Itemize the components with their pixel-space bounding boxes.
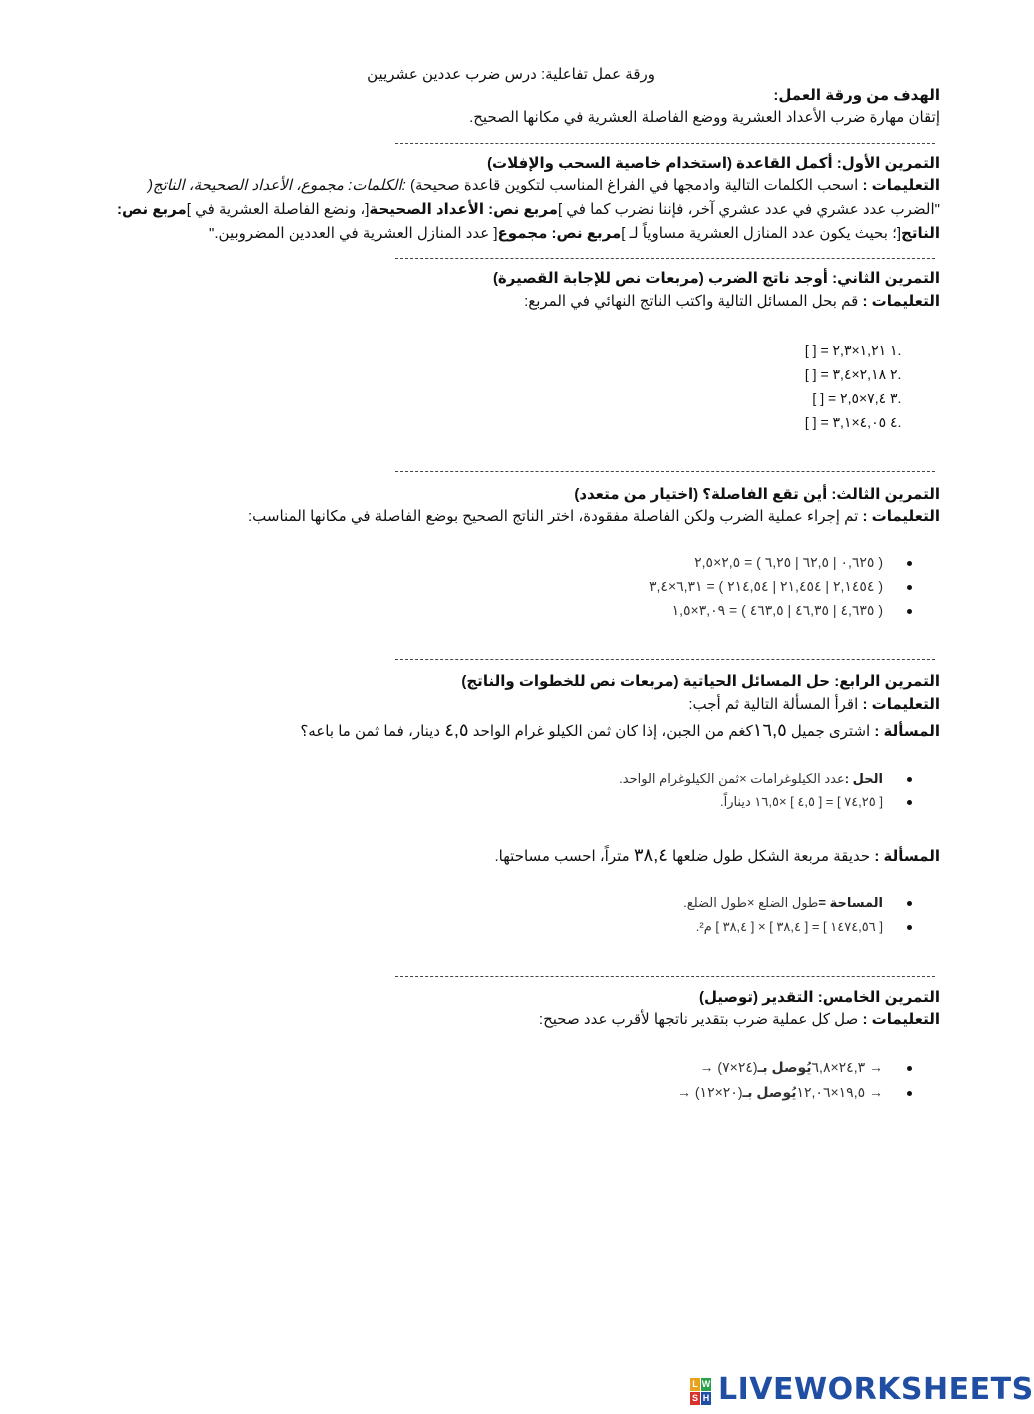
- separator: [395, 976, 935, 979]
- drop-box-2[interactable]: الناتج: [901, 225, 940, 242]
- question-number: .١: [890, 342, 902, 358]
- match-connector: يُوصل بـ: [757, 1059, 812, 1075]
- ex2-instr-label: التعليمات :: [862, 293, 940, 310]
- ex1-instructions: [148, 176, 940, 196]
- ex5-instr-label: التعليمات :: [862, 1011, 940, 1028]
- logo-letter: W: [701, 1379, 711, 1389]
- problem-number: ٤,٥: [444, 720, 469, 740]
- ex2-instructions: [524, 292, 940, 312]
- ex3-instr-text: تم إجراء عملية الضرب ولكن الفاصلة مفقودة، اختر الناتج الصحيح بوضع الفاصلة في مكانها المناسب:: [247, 508, 859, 525]
- ex1-title: التمرين الأول: أكمل القاعدة (استخدام خاصية السحب والإفلات): [487, 155, 940, 172]
- rule-text: [؛ بحيث يكون عدد المنازل العشرية مساوياً لـ ]: [621, 225, 902, 242]
- choice-text[interactable]: ( ٠,٦٢٥ | ٦٢,٥ | ٦,٢٥ ) = ٢,٥×٢,٥: [694, 554, 883, 570]
- logo-text: LIVEWORKSHEETS: [718, 1372, 1034, 1407]
- choice-text[interactable]: ( ٢,١٤٥٤ | ٢١,٤٥٤ | ٢١٤,٥٤ ) = ٦,٣١×٣,٤: [649, 578, 883, 594]
- ex4-p2-answer[interactable]: [696, 919, 912, 935]
- question-number: .٣: [890, 390, 902, 406]
- ex2-question[interactable]: [805, 414, 912, 431]
- ex4-instr-text: اقرأ المسألة التالية ثم أجب:: [688, 696, 859, 713]
- ex5-instructions: [539, 1010, 940, 1030]
- separator: [395, 659, 935, 662]
- match-connector: يُوصل بـ: [742, 1084, 797, 1100]
- solution-label: الحل :: [844, 771, 883, 786]
- problem-text: متراً، احسب مساحتها.: [494, 848, 634, 865]
- solution-text: طول الضلع ×طول الضلع.: [683, 895, 819, 910]
- ex5-match-row[interactable]: [700, 1059, 912, 1076]
- question-text[interactable]: ١,٢١×٢,٣ = [ ]: [804, 342, 887, 358]
- problem-text: حديقة مربعة الشكل طول ضلعها: [667, 848, 871, 865]
- ex1-rule-line1: [70, 200, 940, 220]
- ex3-instr-label: التعليمات :: [862, 508, 940, 525]
- answer-text[interactable]: [ ١٤٧٤,٥٦ ] = [ ٣٨,٤ ] × [ ٣٨,٤ ] م².: [695, 919, 883, 934]
- rule-text: [ عدد المنازل العشرية في العددين المضروبين.": [209, 225, 498, 242]
- ex4-problem-1: [300, 720, 940, 742]
- ex3-title: التمرين الثالث: أين تقع الفاصلة؟ (اختيار من متعدد): [574, 486, 940, 503]
- bullet-icon: [907, 777, 912, 782]
- goal-text: إتقان مهارة ضرب الأعداد العشرية ووضع الفاصلة العشرية في مكانها الصحيح.: [469, 109, 940, 126]
- ex4-instructions: [688, 695, 940, 715]
- problem-label: المسألة :: [874, 848, 940, 865]
- ex5-instr-text: صل كل عملية ضرب بتقدير ناتجها لأقرب عدد صحيح:: [538, 1011, 859, 1028]
- goal-label: الهدف من ورقة العمل:: [773, 87, 940, 104]
- drop-box-2-label[interactable]: مربع نص:: [117, 201, 187, 218]
- ex4-p2-solution: [683, 895, 912, 911]
- question-number: .٢: [890, 366, 902, 382]
- ex3-choice-row[interactable]: [694, 554, 912, 571]
- answer-text[interactable]: [ ٧٤,٢٥ ] = [ ٤,٥ ] ×١٦,٥ ديناراً.: [719, 794, 883, 809]
- ex5-title: التمرين الخامس: التقدير (توصيل): [699, 989, 940, 1006]
- problem-label: المسألة :: [874, 723, 940, 740]
- problem-number: ١٦,٥: [752, 720, 787, 740]
- ex5-match-row[interactable]: [677, 1084, 912, 1101]
- logo-letter: S: [691, 1393, 698, 1403]
- question-text[interactable]: ٧,٤×٢,٥ = [ ]: [812, 390, 887, 406]
- bullet-icon: [907, 925, 912, 930]
- solution-text: عدد الكيلوغرامات ×ثمن الكيلوغرام الواحد.: [619, 771, 845, 786]
- ex1-instr-text: اسحب الكلمات التالية وادمجها في الفراغ المناسب لتكوين قاعدة صحيحة): [410, 177, 859, 194]
- ex4-instr-label: التعليمات :: [862, 696, 940, 713]
- problem-number: ٣٨,٤: [633, 845, 668, 865]
- separator: [395, 258, 935, 261]
- ex1-instr-label: التعليمات :: [862, 177, 940, 194]
- match-right[interactable]: (٢٠×١٢) →: [676, 1084, 743, 1100]
- bullet-icon: [907, 561, 912, 566]
- bullet-icon: [907, 609, 912, 614]
- separator: [395, 471, 935, 474]
- ex1-word-bank: :الكلمات: مجموع، الأعداد الصحيحة، الناتج(: [147, 177, 406, 194]
- bullet-icon: [907, 800, 912, 805]
- bullet-icon: [907, 1066, 912, 1071]
- match-left[interactable]: → ٢٤,٣×٦,٨: [811, 1059, 883, 1075]
- ex3-choice-row[interactable]: [649, 578, 912, 595]
- question-number: .٤: [890, 414, 902, 430]
- ex3-choice-row[interactable]: [672, 602, 912, 619]
- choice-text[interactable]: ( ٤,٦٣٥ | ٤٦,٣٥ | ٤٦٣,٥ ) = ٣,٠٩×١,٥: [671, 602, 883, 618]
- problem-text: كغم من الجبن، إذا كان ثمن الكيلو غرام الواحد: [468, 723, 753, 740]
- ex4-p1-solution: [619, 771, 912, 787]
- ex1-rule-line2: [209, 224, 940, 244]
- problem-text: اشترى جميل: [786, 723, 871, 740]
- bullet-icon: [907, 1091, 912, 1096]
- ex4-problem-2: [495, 845, 940, 867]
- question-text[interactable]: ٢,١٨×٣,٤ = [ ]: [804, 366, 887, 382]
- ex2-question[interactable]: [805, 366, 912, 383]
- logo-letter: L: [690, 1378, 700, 1391]
- ex3-instructions: [248, 507, 940, 527]
- ex4-p1-answer[interactable]: [720, 794, 912, 810]
- ex4-title: التمرين الرابع: حل المسائل الحياتية (مربعات نص للخطوات والناتج): [461, 673, 940, 690]
- logo-letter: H: [702, 1393, 710, 1403]
- ex2-question[interactable]: [812, 390, 912, 407]
- solution-label: المساحة =: [818, 895, 883, 910]
- drop-box-3[interactable]: مربع نص: مجموع: [497, 225, 622, 242]
- match-left[interactable]: → ١٩,٥×١٢,٠٦: [796, 1084, 883, 1100]
- match-right[interactable]: (٢٤×٧) →: [699, 1059, 758, 1075]
- logo-mark-icon: [690, 1378, 712, 1406]
- drop-box-1[interactable]: مربع نص: الأعداد الصحيحة: [369, 201, 558, 218]
- liveworksheets-logo[interactable]: [690, 1372, 1034, 1412]
- bullet-icon: [907, 585, 912, 590]
- ex2-title: التمرين الثاني: أوجد ناتج الضرب (مربعات نص للإجابة القصيرة): [492, 270, 940, 287]
- rule-text: [، ونضع الفاصلة العشرية في ]: [186, 201, 370, 218]
- ex2-question[interactable]: [805, 342, 912, 359]
- ex2-instr-text: قم بحل المسائل التالية واكتب الناتج النهائي في المربع:: [524, 293, 859, 310]
- question-text[interactable]: ٤,٠٥×٣,١ = [ ]: [804, 414, 887, 430]
- bullet-icon: [907, 901, 912, 906]
- problem-text: دينار، فما ثمن ما باعه؟: [300, 723, 445, 740]
- rule-text: "الضرب عدد عشري في عدد عشري آخر، فإننا نضرب كما في ]: [557, 201, 940, 218]
- page-title: ورقة عمل تفاعلية: درس ضرب عددين عشريين: [367, 66, 655, 83]
- separator: [395, 143, 935, 146]
